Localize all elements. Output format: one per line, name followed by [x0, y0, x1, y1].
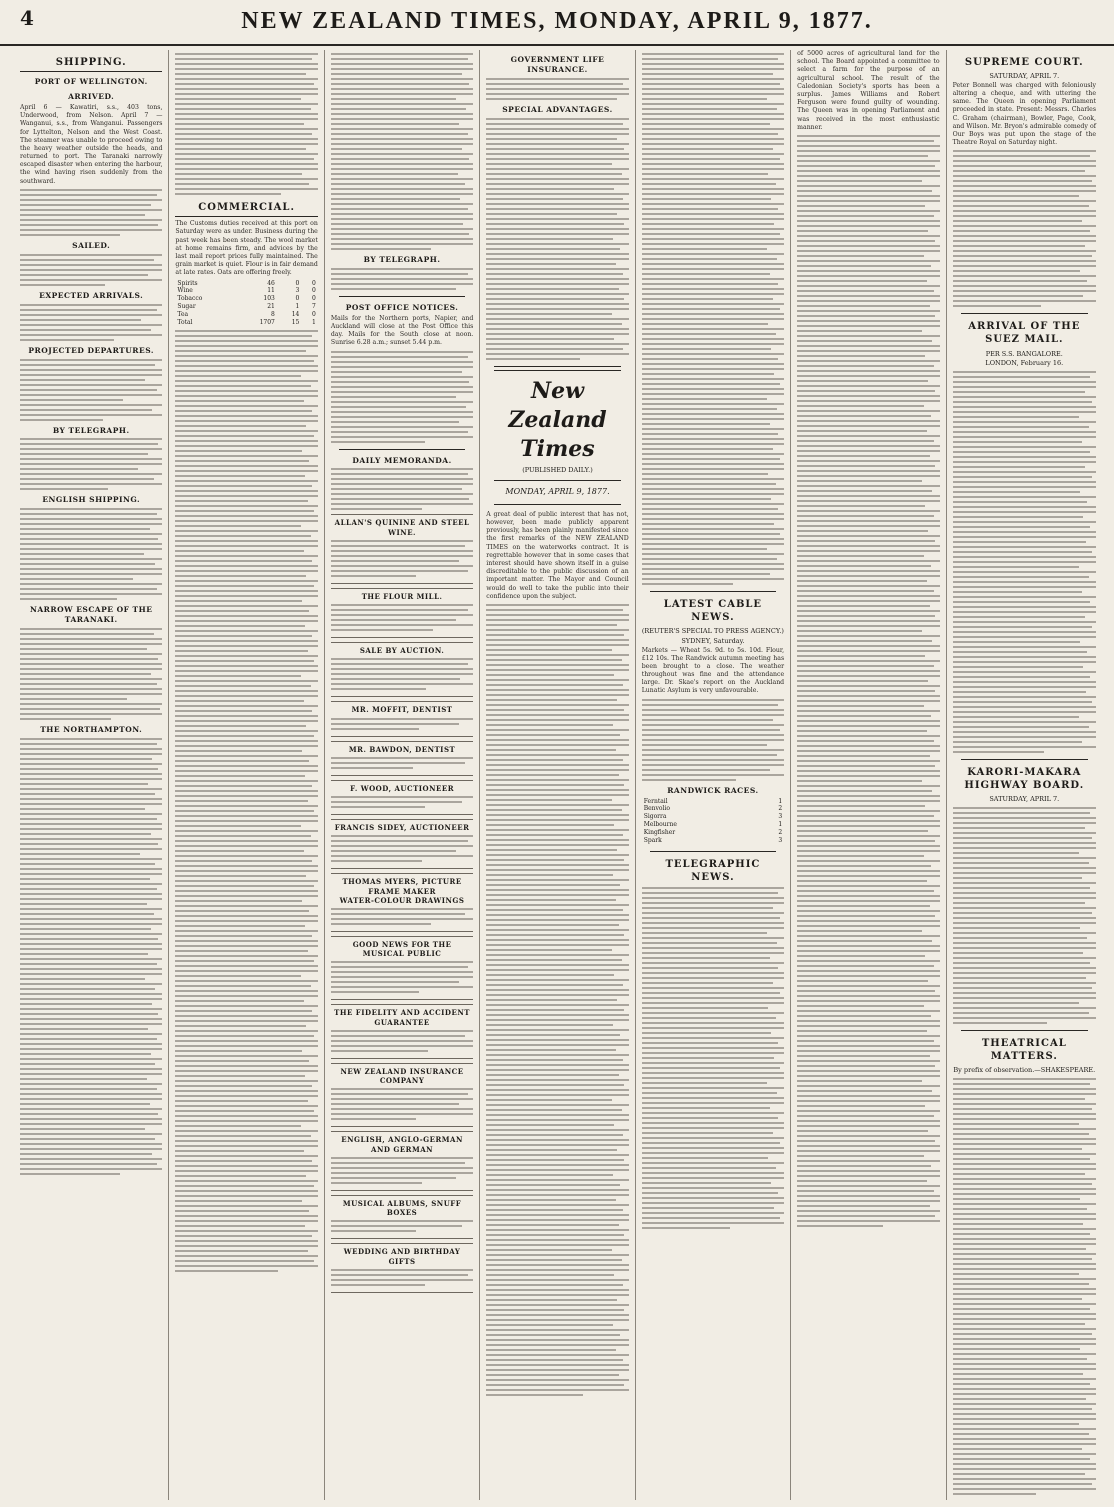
- column-2: [169, 50, 324, 1500]
- table-row: Spirits 46 0 0: [177, 279, 316, 287]
- advertisement: NEW ZEALAND INSURANCE COMPANY: [331, 1063, 473, 1127]
- advertisement: THE FLOUR MILL.: [331, 588, 473, 638]
- text-lines: [486, 78, 628, 100]
- text-lines: [797, 135, 939, 1227]
- mail-place: LONDON, February 16.: [985, 359, 1064, 368]
- cable-text: Markets — Wheat 5s. 9d. to 5s. 10d. Flour, £12 10s. The Randwick autumn meeting has been brought to a close. The weather throughout was fine and the attendance large. Dr. Skae's report on the Auckland Lunatic Asylum is very unfavourable.: [641, 646, 785, 695]
- advertisement: WEDDING AND BIRTHDAY GIFTS: [331, 1243, 473, 1292]
- masthead: [0, 0, 1114, 46]
- commercial-heading: COMMERCIAL.: [175, 201, 317, 217]
- shipping-heading: SHIPPING.: [20, 56, 162, 72]
- text-lines: [331, 53, 473, 250]
- table-row: Ferntail 1: [643, 797, 783, 805]
- table-row: Tea 8 14 0: [177, 311, 316, 319]
- projected-departures-heading: PROJECTED DEPARTURES.: [28, 345, 155, 355]
- text-lines: [20, 189, 162, 236]
- table-row: Tobacco 103 0 0: [177, 295, 316, 303]
- advertisement: GOOD NEWS FOR THE MUSICAL PUBLIC: [331, 936, 473, 1000]
- text-lines: [175, 53, 317, 195]
- table-row: Kingfisher 2: [643, 829, 783, 837]
- editorial-text: A great deal of public interest that has not, however, been made publicly apparent previously, has been plainly manifested since the first remarks of the NEW ZEALAND TIMES on the waterworks contract. It is regrettable however that in some cases that interest should have shown itself in a guise discreditable to the public discussion of an important matter. The Mayor and Council would do well to take the public into their confidence upon the subject.: [486, 510, 629, 600]
- table-row: Sugar 21 1 7: [177, 303, 316, 311]
- divider: [339, 449, 465, 450]
- text-lines: [486, 604, 628, 1396]
- telegraph-heading: BY TELEGRAPH.: [52, 425, 130, 435]
- advertisement: THOMAS MYERS, PICTURE FRAME MAKER WATER-COLOUR DRAWINGS: [331, 873, 473, 932]
- advertisement: MUSICAL ALBUMS, SNUFF BOXES: [331, 1195, 473, 1239]
- sailed-heading: SAILED.: [72, 240, 111, 250]
- daily-memoranda-heading: DAILY MEMORANDA.: [352, 455, 452, 465]
- table-row: Wine 11 3 0: [177, 287, 316, 295]
- editorial-masthead: New Zealand Times: [508, 377, 607, 462]
- english-shipping-heading: ENGLISH SHIPPING.: [42, 495, 141, 505]
- insurance-heading: GOVERNMENT LIFE INSURANCE.: [510, 55, 605, 74]
- column-3: [325, 50, 480, 1500]
- court-text: Peter Bonnell was charged with feloniously altering a cheque, and with uttering the same. The Queen in opening Parliament proceeded in state. Present: Messrs. Charles C. Graham (chairman), Bowler, Page, Cook, and Wilson. Mr. Bryon's admirable comedy of Our Boys was put upon the stage of the Theatre Royal on Saturday night.: [952, 81, 1096, 147]
- race-results: [642, 798, 784, 845]
- column-6-text: of 5000 acres of agricultural land for the school. The Board appointed a committee to select a farm for the purpose of an agricultural school. The result of the Caledonian Society's sports has been a surplus. James Williams and Robert Ferguson were found guilty of wounding. The Queen was in opening Parliament and was received in the most enthusiastic manner.: [797, 50, 940, 131]
- cable-place: SYDNEY, Saturday.: [681, 636, 745, 645]
- telegraphic-news-heading: TELEGRAPHIC NEWS.: [665, 858, 761, 884]
- commercial-text: The Customs duties received at this port on Saturday were as under. Business during the past week has been steady. The wool market at home remains firm, and advices by the last mail report prices fully maintained. The grain market is quiet. Flour is in fair demand at late rates. Oats are offering freely.: [175, 220, 318, 277]
- customs-table: [175, 280, 317, 327]
- randwick-heading: RANDWICK RACES.: [667, 785, 759, 795]
- arrived-heading: ARRIVED.: [68, 92, 115, 102]
- northampton-heading: THE NORTHAMPTON.: [40, 725, 143, 735]
- text-lines: [953, 371, 1096, 753]
- table-row: Spark 3: [643, 837, 783, 845]
- divider: [339, 296, 465, 297]
- text-lines: [175, 330, 317, 1272]
- column-7: [947, 50, 1102, 1500]
- advantages-heading: SPECIAL ADVANTAGES.: [502, 104, 613, 114]
- post-office-heading: POST OFFICE NOTICES.: [345, 302, 459, 312]
- advertisement: ENGLISH, ANGLO-GERMAN AND GERMAN: [331, 1131, 473, 1190]
- text-lines: [486, 118, 628, 360]
- court-date: SATURDAY, APRIL 7.: [989, 72, 1060, 81]
- column-4: [480, 50, 635, 1500]
- text-lines: [20, 508, 162, 600]
- expected-arrivals-heading: EXPECTED ARRIVALS.: [39, 290, 144, 300]
- mail-subheading: PER S.S. BANGALORE.: [985, 349, 1063, 358]
- column-1: [14, 50, 169, 1500]
- text-lines: [953, 150, 1096, 307]
- text-lines: [20, 254, 162, 286]
- table-row: Sigorra 3: [643, 813, 783, 821]
- text-lines: [642, 53, 784, 585]
- divider: [650, 591, 776, 592]
- column-5: [636, 50, 791, 1500]
- text-lines: [953, 807, 1096, 1024]
- divider: [494, 504, 620, 505]
- page-number: 4: [20, 6, 34, 30]
- supreme-court-heading: SUPREME COURT.: [964, 57, 1084, 68]
- text-lines: [642, 887, 784, 1229]
- text-lines: [331, 351, 473, 443]
- cable-news-heading: LATEST CABLE NEWS.: [663, 599, 763, 624]
- advertisement: THE FIDELITY AND ACCIDENT GUARANTEE: [331, 1004, 473, 1058]
- paper-title: NEW ZEALAND TIMES, MONDAY, APRIL 9, 1877.: [241, 8, 873, 34]
- columns: [14, 50, 1102, 1500]
- advertisement: MR. BAWDON, DENTIST: [331, 741, 473, 776]
- text-lines: [20, 359, 162, 421]
- divider: [494, 480, 620, 481]
- text-lines: [20, 738, 162, 1175]
- theatrical-heading: THEATRICAL MATTERS.: [981, 1037, 1067, 1062]
- text-lines: [20, 628, 162, 720]
- table-row: Total 1707 15 1: [177, 319, 316, 327]
- column-6: [791, 50, 946, 1500]
- cable-subheading: (REUTER'S SPECIAL TO PRESS AGENCY.): [641, 627, 784, 636]
- divider: [494, 366, 620, 371]
- telegraph-heading: BY TELEGRAPH.: [363, 255, 441, 264]
- divider: [961, 759, 1088, 760]
- board-date: SATURDAY, APRIL 7.: [989, 795, 1060, 804]
- text-lines: [953, 1078, 1096, 1495]
- advertisement: F. WOOD, AUCTIONEER: [331, 780, 473, 815]
- text-lines: [331, 468, 473, 510]
- post-office-text: Mails for the Northern ports, Napier, and Auckland will close at the Post Office this day. Mails for the South close at noon. Sunrise 6.28 a.m.; sunset 5.44 p.m.: [330, 314, 474, 347]
- port-subheading: PORT OF WELLINGTON.: [34, 77, 148, 87]
- highway-board-heading: KARORI-MAKARA HIGHWAY BOARD.: [964, 766, 1085, 791]
- suez-mail-heading: ARRIVAL OF THE SUEZ MAIL.: [968, 321, 1081, 346]
- theatre-subheading: By prefix of observation.—SHAKESPEARE.: [953, 1066, 1096, 1075]
- advertisement: ALLAN'S QUININE AND STEEL WINE.: [331, 514, 473, 583]
- advertisement: FRANCIS SIDEY, AUCTIONEER: [331, 819, 473, 869]
- table-row: Benvolio 2: [643, 805, 783, 813]
- divider: [650, 851, 776, 852]
- text-lines: [331, 268, 473, 290]
- published-daily: (PUBLISHED DAILY.): [522, 465, 593, 474]
- divider: [961, 313, 1088, 314]
- table-row: Melbourne 1: [643, 821, 783, 829]
- advertisement: MR. MOFFIT, DENTIST: [331, 701, 473, 736]
- divider: [961, 1030, 1088, 1031]
- narrow-escape-heading: NARROW ESCAPE OF THE TARANAKI.: [29, 605, 153, 625]
- shipping-text: April 6 — Kawatiri, s.s., 403 tons, Underwood, from Nelson. April 7 — Wanganui, s.s., from Wanganui. Passengers for Lyttelton, Nelson and the West Coast. The steamer was unable to proceed owing to the heavy weather outside the heads, and returned to port. The Taranaki narrowly escaped disaster when entering the harbour, the wind having risen suddenly from the southward.: [20, 103, 163, 185]
- advertisement: SALE BY AUCTION.: [331, 642, 473, 697]
- text-lines: [20, 304, 162, 341]
- editorial-dateline: MONDAY, APRIL 9, 1877.: [505, 487, 610, 497]
- text-lines: [642, 699, 784, 781]
- text-lines: [20, 438, 162, 490]
